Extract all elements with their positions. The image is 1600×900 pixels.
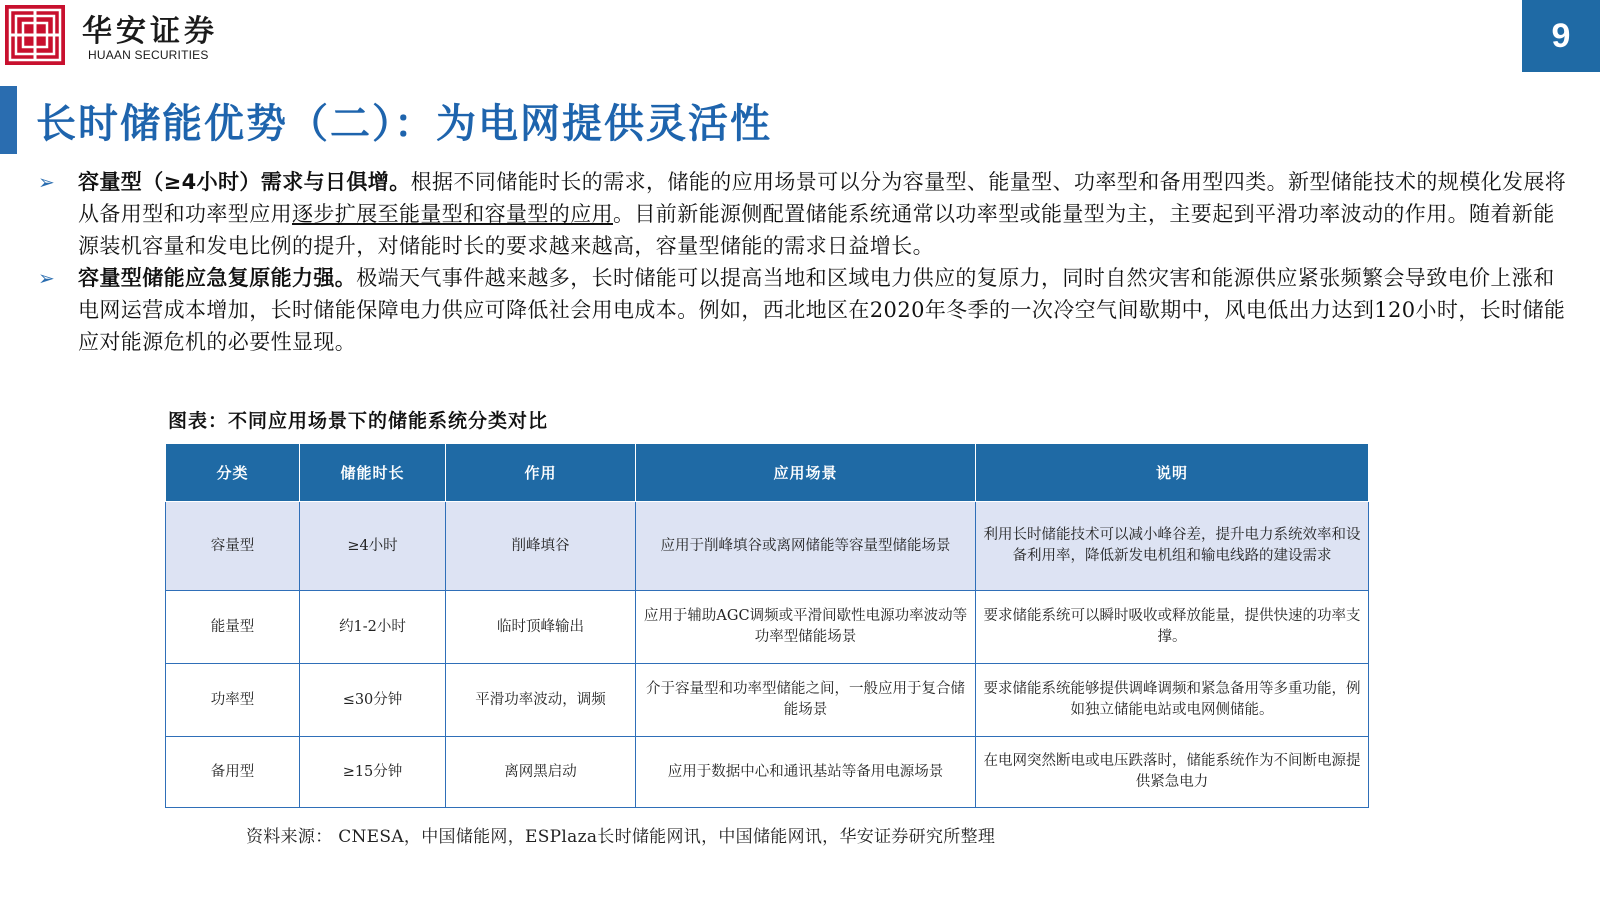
table-cell: 在电网突然断电或电压跌落时，储能系统作为不间断电源提供紧急电力 [976, 737, 1369, 808]
company-logo [0, 0, 240, 72]
column-header: 作用 [446, 444, 636, 502]
table-cell: 应用于辅助AGC调频或平滑间歇性电源功率波动等功率型储能场景 [636, 591, 976, 664]
table-cell: 平滑功率波动，调频 [446, 664, 636, 737]
bullet-underlined-text: 逐步扩展至能量型和容量型的应用 [292, 202, 613, 226]
table-cell: 容量型 [166, 502, 300, 591]
table-cell: 约1-2小时 [300, 591, 446, 664]
table-cell: 要求储能系统可以瞬时吸收或释放能量，提供快速的功率支撑。 [976, 591, 1369, 664]
table-row [166, 502, 1369, 591]
arrow-bullet-icon: ➢ [38, 266, 56, 290]
bullet-item [38, 262, 1568, 358]
arrow-bullet-icon: ➢ [38, 170, 56, 194]
logo-chinese-name: 华安证券 [82, 14, 218, 49]
table-cell: ≤30分钟 [300, 664, 446, 737]
table-row [166, 737, 1369, 808]
bullet-heading: 容量型储能应急复原能力强。 [78, 266, 357, 290]
table-cell: ≥15分钟 [300, 737, 446, 808]
table-cell: 削峰填谷 [446, 502, 636, 591]
table-caption: 图表：不同应用场景下的储能系统分类对比 [168, 410, 549, 432]
column-header: 说明 [976, 444, 1369, 502]
bullet-text: 极端天气事件越来越多，长时储能可以提高当地和区域电力供应的复原力，同时自然灾害和能源供应紧张频繁会导致电价上涨和电网运营成本增加，长时储能保障电力供应可降低社会用电成本。例如，西北地区在2020年冬季的一次冷空气间歇期中，风电低出力达到120小时，长时储能应对能源危机的必要性显现。 [78, 266, 1566, 354]
table-cell: 临时顶峰输出 [446, 591, 636, 664]
logo-english-name: HUAAN SECURITIES [88, 48, 209, 62]
page-number: 9 [1522, 0, 1600, 72]
table-cell: 要求储能系统能够提供调峰调频和紧急备用等多重功能，例如独立储能电站或电网侧储能。 [976, 664, 1369, 737]
bullet-heading: 容量型（≥4小时）需求与日俱增。 [78, 170, 411, 194]
table-row [166, 664, 1369, 737]
data-source-note: 资料来源： CNESA，中国储能网，ESPlaza长时储能网讯，中国储能网讯，华安证券研究所整理 [246, 827, 996, 847]
table-cell: 离网黑启动 [446, 737, 636, 808]
table-cell: 能量型 [166, 591, 300, 664]
bullet-text: 。目前新能源侧配置储能系统通常以功率型或能量型为主，主要起到平滑功率波动的作用。随着新能源装机容量和发电比例的提升，对储能时长的要求越来越高，容量型储能的需求日益增长。 [78, 202, 1555, 258]
huaan-logo-icon [4, 4, 66, 66]
page-title: 长时储能优势（二）：为电网提供灵活性 [36, 100, 772, 147]
storage-classification-table [165, 443, 1369, 808]
bullet-item [38, 166, 1568, 262]
table-row [166, 591, 1369, 664]
table-cell: 介于容量型和功率型储能之间，一般应用于复合储能场景 [636, 664, 976, 737]
column-header: 分类 [166, 444, 300, 502]
column-header: 储能时长 [300, 444, 446, 502]
table-header-row [166, 444, 1369, 502]
table-cell: 功率型 [166, 664, 300, 737]
bullet-list [38, 166, 1568, 358]
table-cell: 应用于数据中心和通讯基站等备用电源场景 [636, 737, 976, 808]
title-accent-bar [0, 86, 17, 154]
bullet-text: 根据不同储能时长的需求，储能的应用场景可以分为容量型、能量型、功率型和备用型四类。新型储能技术的规模化发展将从备用型和功率型应用 [78, 170, 1567, 226]
table-cell: ≥4小时 [300, 502, 446, 591]
column-header: 应用场景 [636, 444, 976, 502]
table-cell: 利用长时储能技术可以减小峰谷差，提升电力系统效率和设备利用率，降低新发电机组和输电线路的建设需求 [976, 502, 1369, 591]
table-cell: 备用型 [166, 737, 300, 808]
table-cell: 应用于削峰填谷或离网储能等容量型储能场景 [636, 502, 976, 591]
